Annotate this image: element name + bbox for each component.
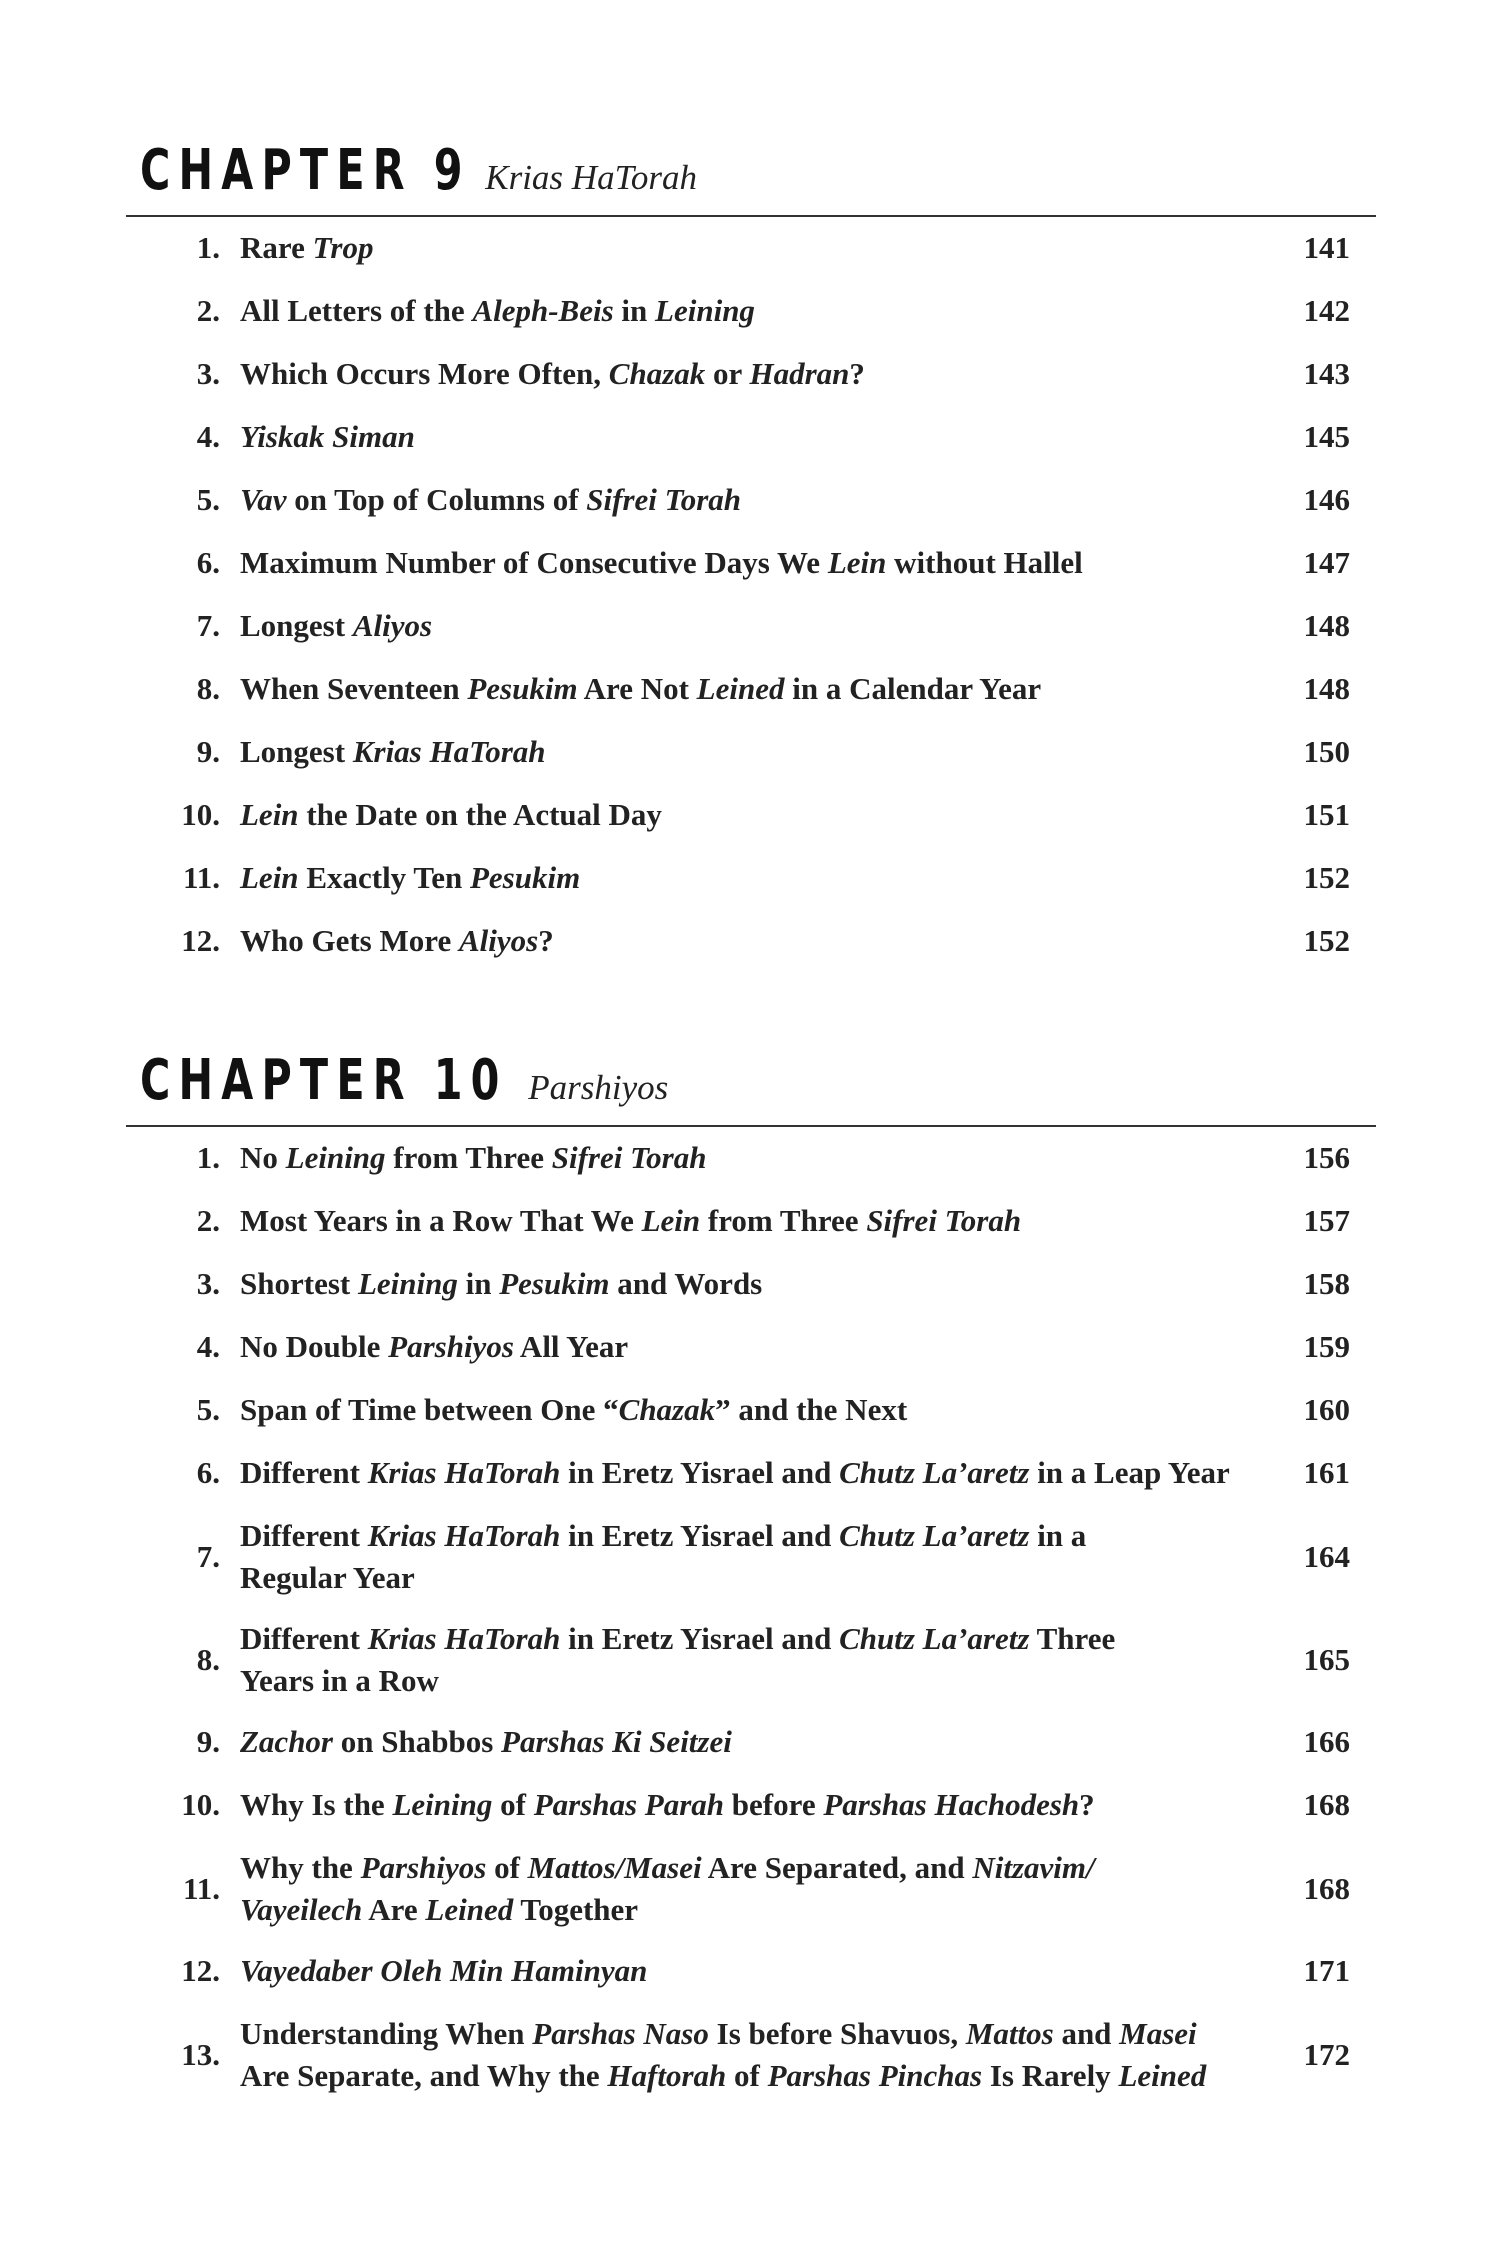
italic-term: Leining (392, 1787, 493, 1822)
entry-page-number: 171 (1303, 1953, 1350, 1988)
italic-term: Vayedaber Oleh Min Haminyan (240, 1953, 648, 1988)
italic-term: Lein (641, 1203, 701, 1238)
entry-number: 12. (181, 1953, 220, 1988)
italic-term: Krias HaTorah (367, 1621, 561, 1656)
chapter-number: 9 (433, 138, 471, 203)
italic-term: Parshas Naso (532, 2016, 709, 2051)
italic-term: Parshas Hachodesh (823, 1787, 1080, 1822)
entry-title: Longest Aliyos (240, 608, 433, 643)
italic-term: Vav (240, 482, 287, 517)
entry-title: Longest Krias HaTorah (240, 734, 546, 769)
entry-page-number: 164 (1303, 1539, 1350, 1574)
italic-term: Aliyos (352, 608, 433, 643)
entry-list (126, 227, 1376, 962)
entry-page-number: 141 (1303, 230, 1350, 265)
chapter-9-section (126, 138, 1376, 983)
entry-number: 10. (181, 797, 220, 832)
entry-title (240, 1950, 1250, 1992)
entry-page-number: 166 (1303, 1724, 1350, 1759)
entry-title: Vav on Top of Columns of Sifrei Torah (240, 482, 742, 517)
toc-entry (160, 353, 1350, 395)
toc-entry (160, 2013, 1350, 2097)
entry-page-number: 151 (1303, 797, 1350, 832)
italic-term: Leining (655, 293, 755, 328)
entry-number: 8. (196, 671, 220, 706)
entry-title: Lein the Date on the Actual Day (240, 797, 662, 832)
toc-entry (160, 1452, 1350, 1494)
entry-page-number: 142 (1303, 293, 1350, 328)
entry-number: 11. (182, 860, 220, 895)
italic-term: Yiskak Siman (240, 419, 415, 454)
entry-number: 1. (196, 1140, 220, 1175)
entry-title: Maximum Number of Consecutive Days We Lein without Hallel (240, 545, 1083, 580)
entry-number: 3. (196, 356, 220, 391)
italic-term: Parshas Ki Seitzei (501, 1724, 732, 1759)
toc-entry (160, 857, 1350, 899)
entry-page-number: 148 (1303, 608, 1350, 643)
italic-term: Mattos/Masei (527, 1850, 702, 1885)
italic-term: Mattos (965, 2016, 1054, 2051)
chapter-title: Parshiyos (528, 1068, 669, 1107)
entry-title: Why Is the Leining of Parshas Parah before Parshas Hachodesh? (240, 1787, 1095, 1822)
entry-page-number: 160 (1303, 1392, 1350, 1427)
italic-term: Chazak (608, 356, 706, 391)
italic-term: Haftorah (607, 2058, 727, 2093)
entry-title: Rare Trop (240, 230, 374, 265)
italic-term: Parshas Parah (533, 1787, 725, 1822)
chapter-number: 10 (433, 1048, 508, 1113)
entry-number: 12. (181, 923, 220, 958)
italic-term: Parshiyos (360, 1850, 487, 1885)
italic-term: Pesukim (499, 1266, 610, 1301)
entry-page-number: 143 (1303, 356, 1350, 391)
italic-term: Nitzavim/ (972, 1850, 1095, 1885)
toc-entry (160, 1950, 1350, 1992)
italic-term: Vayeilech (240, 1892, 363, 1927)
italic-term: Chazak (618, 1392, 716, 1427)
entry-page-number: 156 (1303, 1140, 1350, 1175)
entry-page-number: 152 (1303, 923, 1350, 958)
entry-number: 2. (196, 1203, 220, 1238)
entry-number: 7. (196, 1539, 220, 1574)
italic-term: Leined (1118, 2058, 1207, 2093)
entry-number: 8. (196, 1642, 220, 1677)
italic-term: Trop (312, 230, 374, 265)
entry-number: 5. (196, 1392, 220, 1427)
italic-term: Leined (425, 1892, 514, 1927)
entry-number: 9. (196, 734, 220, 769)
entry-title: Different Krias HaTorah in Eretz Yisrael and Chutz La’aretz Three Years in a Row (240, 1621, 1116, 1698)
entry-number: 10. (181, 1787, 220, 1822)
entry-list (126, 1137, 1376, 2097)
chapter-label (140, 1048, 508, 1113)
italic-term: Masei (1119, 2016, 1197, 2051)
entry-page-number: 150 (1303, 734, 1350, 769)
chapter-label (140, 138, 471, 203)
entry-title: No Leining from Three Sifrei Torah (240, 1140, 707, 1175)
toc-entry (160, 731, 1350, 773)
entry-page-number: 158 (1303, 1266, 1350, 1301)
italic-term: Pesukim (469, 860, 581, 895)
entry-number: 11. (182, 1871, 220, 1906)
entry-page-number: 168 (1303, 1787, 1350, 1822)
entry-title: Span of Time between One “Chazak” and the Next (240, 1392, 908, 1427)
toc-entry (160, 1721, 1350, 1763)
entry-title: Most Years in a Row That We Lein from Three Sifrei Torah (240, 1203, 1022, 1238)
toc-entry (160, 1389, 1350, 1431)
toc-entry (160, 1847, 1350, 1931)
chapter-10-section (126, 1048, 1376, 2116)
toc-entry (160, 1618, 1350, 1702)
italic-term: Leining (285, 1140, 386, 1175)
entry-title: Why the Parshiyos of Mattos/Masei Are Separated, and Nitzavim/ Vayeilech Are Leined Together (240, 1850, 1095, 1927)
toc-entry (160, 416, 1350, 458)
entry-title: No Double Parshiyos All Year (240, 1329, 629, 1364)
entry-page-number: 152 (1303, 860, 1350, 895)
chapter-word: CHAPTER (140, 1048, 413, 1113)
entry-number: 2. (196, 293, 220, 328)
entry-page-number: 161 (1303, 1455, 1350, 1490)
italic-term: Sifrei Torah (866, 1203, 1022, 1238)
italic-term: Krias HaTorah (367, 1518, 561, 1553)
entry-number: 6. (196, 1455, 220, 1490)
italic-term: Lein (240, 797, 299, 832)
italic-term: Chutz La’aretz (839, 1455, 1030, 1490)
toc-entry (160, 1326, 1350, 1368)
entry-number: 9. (196, 1724, 220, 1759)
entry-number: 6. (196, 545, 220, 580)
entry-number: 4. (196, 419, 220, 454)
italic-term: Sifrei Torah (586, 482, 742, 517)
chapter-heading (126, 1048, 1376, 1127)
toc-entry (160, 794, 1350, 836)
toc-entry (160, 542, 1350, 584)
italic-term: Hadran (749, 356, 850, 391)
entry-title: Different Krias HaTorah in Eretz Yisrael and Chutz La’aretz in a Regular Year (240, 1518, 1087, 1595)
entry-page-number: 148 (1303, 671, 1350, 706)
italic-term: Krias HaTorah (352, 734, 546, 769)
italic-term: Zachor (240, 1724, 333, 1759)
italic-term: Leining (357, 1266, 458, 1301)
italic-term: Chutz La’aretz (839, 1518, 1030, 1553)
entry-number: 5. (196, 482, 220, 517)
entry-number: 1. (196, 230, 220, 265)
toc-entry (160, 1515, 1350, 1599)
entry-title: All Letters of the Aleph-Beis in Leining (240, 293, 755, 328)
entry-title: Lein Exactly Ten Pesukim (240, 860, 581, 895)
toc-entry (160, 479, 1350, 521)
italic-term: Sifrei Torah (551, 1140, 707, 1175)
entry-number: 13. (181, 2037, 220, 2072)
entry-title (240, 416, 1250, 458)
entry-title: Shortest Leining in Pesukim and Words (240, 1266, 763, 1301)
entry-title: Who Gets More Aliyos? (240, 923, 554, 958)
entry-page-number: 146 (1303, 482, 1350, 517)
entry-page-number: 147 (1303, 545, 1350, 580)
italic-term: Krias HaTorah (367, 1455, 561, 1490)
italic-term: Parshas Pinchas (767, 2058, 983, 2093)
toc-entry (160, 227, 1350, 269)
italic-term: Aleph-Beis (472, 293, 614, 328)
toc-entry (160, 1784, 1350, 1826)
chapter-word: CHAPTER (140, 138, 413, 203)
entry-title: Which Occurs More Often, Chazak or Hadran? (240, 356, 865, 391)
entry-page-number: 172 (1303, 2037, 1350, 2072)
entry-page-number: 165 (1303, 1642, 1350, 1677)
entry-title: When Seventeen Pesukim Are Not Leined in a Calendar Year (240, 671, 1042, 706)
italic-term: Lein (827, 545, 887, 580)
entry-title: Understanding When Parshas Naso Is before Shavuos, Mattos and Masei Are Separate, and Why the Haftorah of Parshas Pinchas Is Rarely Leined (240, 2016, 1207, 2093)
toc-entry (160, 605, 1350, 647)
entry-number: 4. (196, 1329, 220, 1364)
toc-entry (160, 920, 1350, 962)
entry-page-number: 157 (1303, 1203, 1350, 1238)
toc-entry (160, 668, 1350, 710)
italic-term: Leined (696, 671, 785, 706)
entry-page-number: 145 (1303, 419, 1350, 454)
chapter-title: Krias HaTorah (485, 158, 697, 197)
italic-term: Parshiyos (388, 1329, 514, 1364)
toc-entry (160, 1200, 1350, 1242)
toc-entry (160, 290, 1350, 332)
italic-term: Chutz La’aretz (839, 1621, 1030, 1656)
italic-term: Aliyos (458, 923, 539, 958)
entry-title: Different Krias HaTorah in Eretz Yisrael and Chutz La’aretz in a Leap Year (240, 1455, 1230, 1490)
entry-page-number: 159 (1303, 1329, 1350, 1364)
toc-entry (160, 1263, 1350, 1305)
entry-page-number: 168 (1303, 1871, 1350, 1906)
italic-term: Pesukim (467, 671, 578, 706)
entry-title: Zachor on Shabbos Parshas Ki Seitzei (240, 1724, 732, 1759)
italic-term: Lein (240, 860, 299, 895)
entry-number: 7. (196, 608, 220, 643)
toc-entry (160, 1137, 1350, 1179)
entry-number: 3. (196, 1266, 220, 1301)
chapter-heading (126, 138, 1376, 217)
